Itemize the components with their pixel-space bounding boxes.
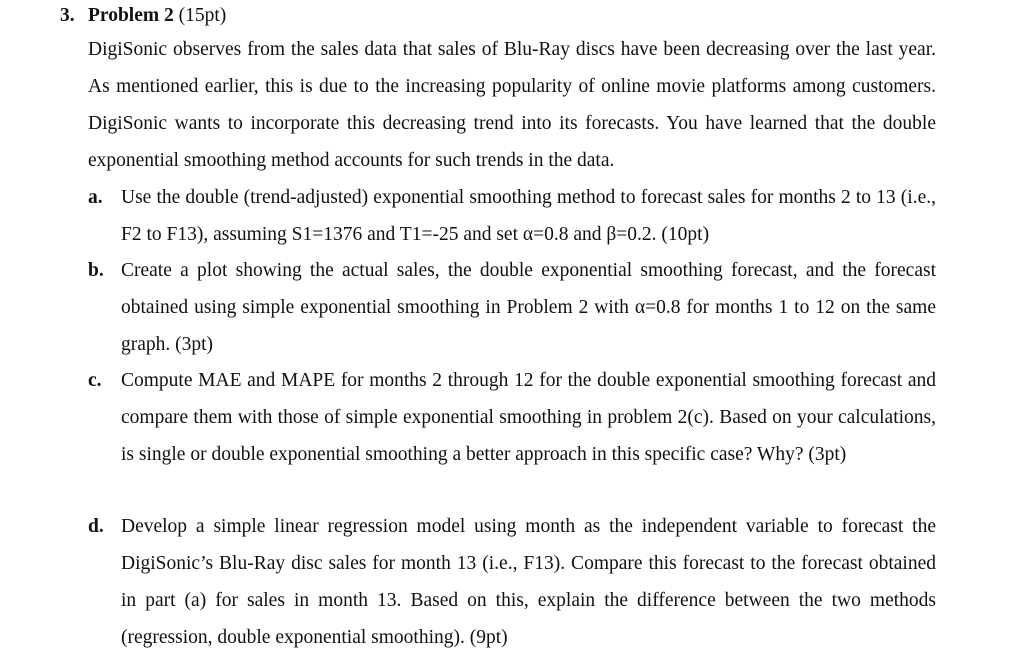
problem-heading — [60, 2, 226, 30]
part-d — [88, 508, 936, 656]
problem-intro: DigiSonic observes from the sales data that sales of Blu-Ray discs have been decreasing over the last year. As mentioned earlier, this is due to the increasing popularity of online movie platforms among customers. DigiSonic wants to incorporate this decreasing trend into its forecasts. You have learned that the double exponential smoothing method accounts for such trends in the data. — [88, 39, 936, 171]
part-c-label: c. — [88, 370, 102, 391]
part-a — [88, 179, 936, 253]
part-c — [88, 362, 936, 473]
part-b-label: b. — [88, 260, 104, 281]
part-b-text: Create a plot showing the actual sales, the double exponential smoothing forecast, and the forecast obtained using simple exponential smoothing in Problem 2 with α=0.8 for months 1 to 12 on the same graph. (3pt) — [121, 260, 936, 355]
part-a-text: Use the double (trend-adjusted) exponential smoothing method to forecast sales for months 2 to 13 (i.e., F2 to F13), assuming S1=1376 and T1=-25 and set α=0.8 and β=0.2. (10pt) — [121, 187, 936, 245]
part-b — [88, 252, 936, 363]
part-a-label: a. — [88, 187, 103, 208]
problem-title: Problem 2 — [88, 5, 174, 26]
part-d-text: Develop a simple linear regression model using month as the independent variable to forecast the DigiSonic’s Blu-Ray disc sales for month 13 (i.e., F13). Compare this forecast to the forecast obtained in part (a) for sales in month 13. Based on this, explain the difference between the two methods (regression, double exponential smoothing). (9pt) — [121, 516, 936, 648]
problem-number: 3. — [60, 5, 75, 26]
part-c-text: Compute MAE and MAPE for months 2 through 12 for the double exponential smoothing forecast and compare them with those of simple exponential smoothing in problem 2(c). Based on your calculations, is single or double exponential smoothing a better approach in this specific case? Why? (3pt) — [121, 370, 936, 465]
problem-points: (15pt) — [178, 5, 227, 26]
part-d-label: d. — [88, 516, 104, 537]
